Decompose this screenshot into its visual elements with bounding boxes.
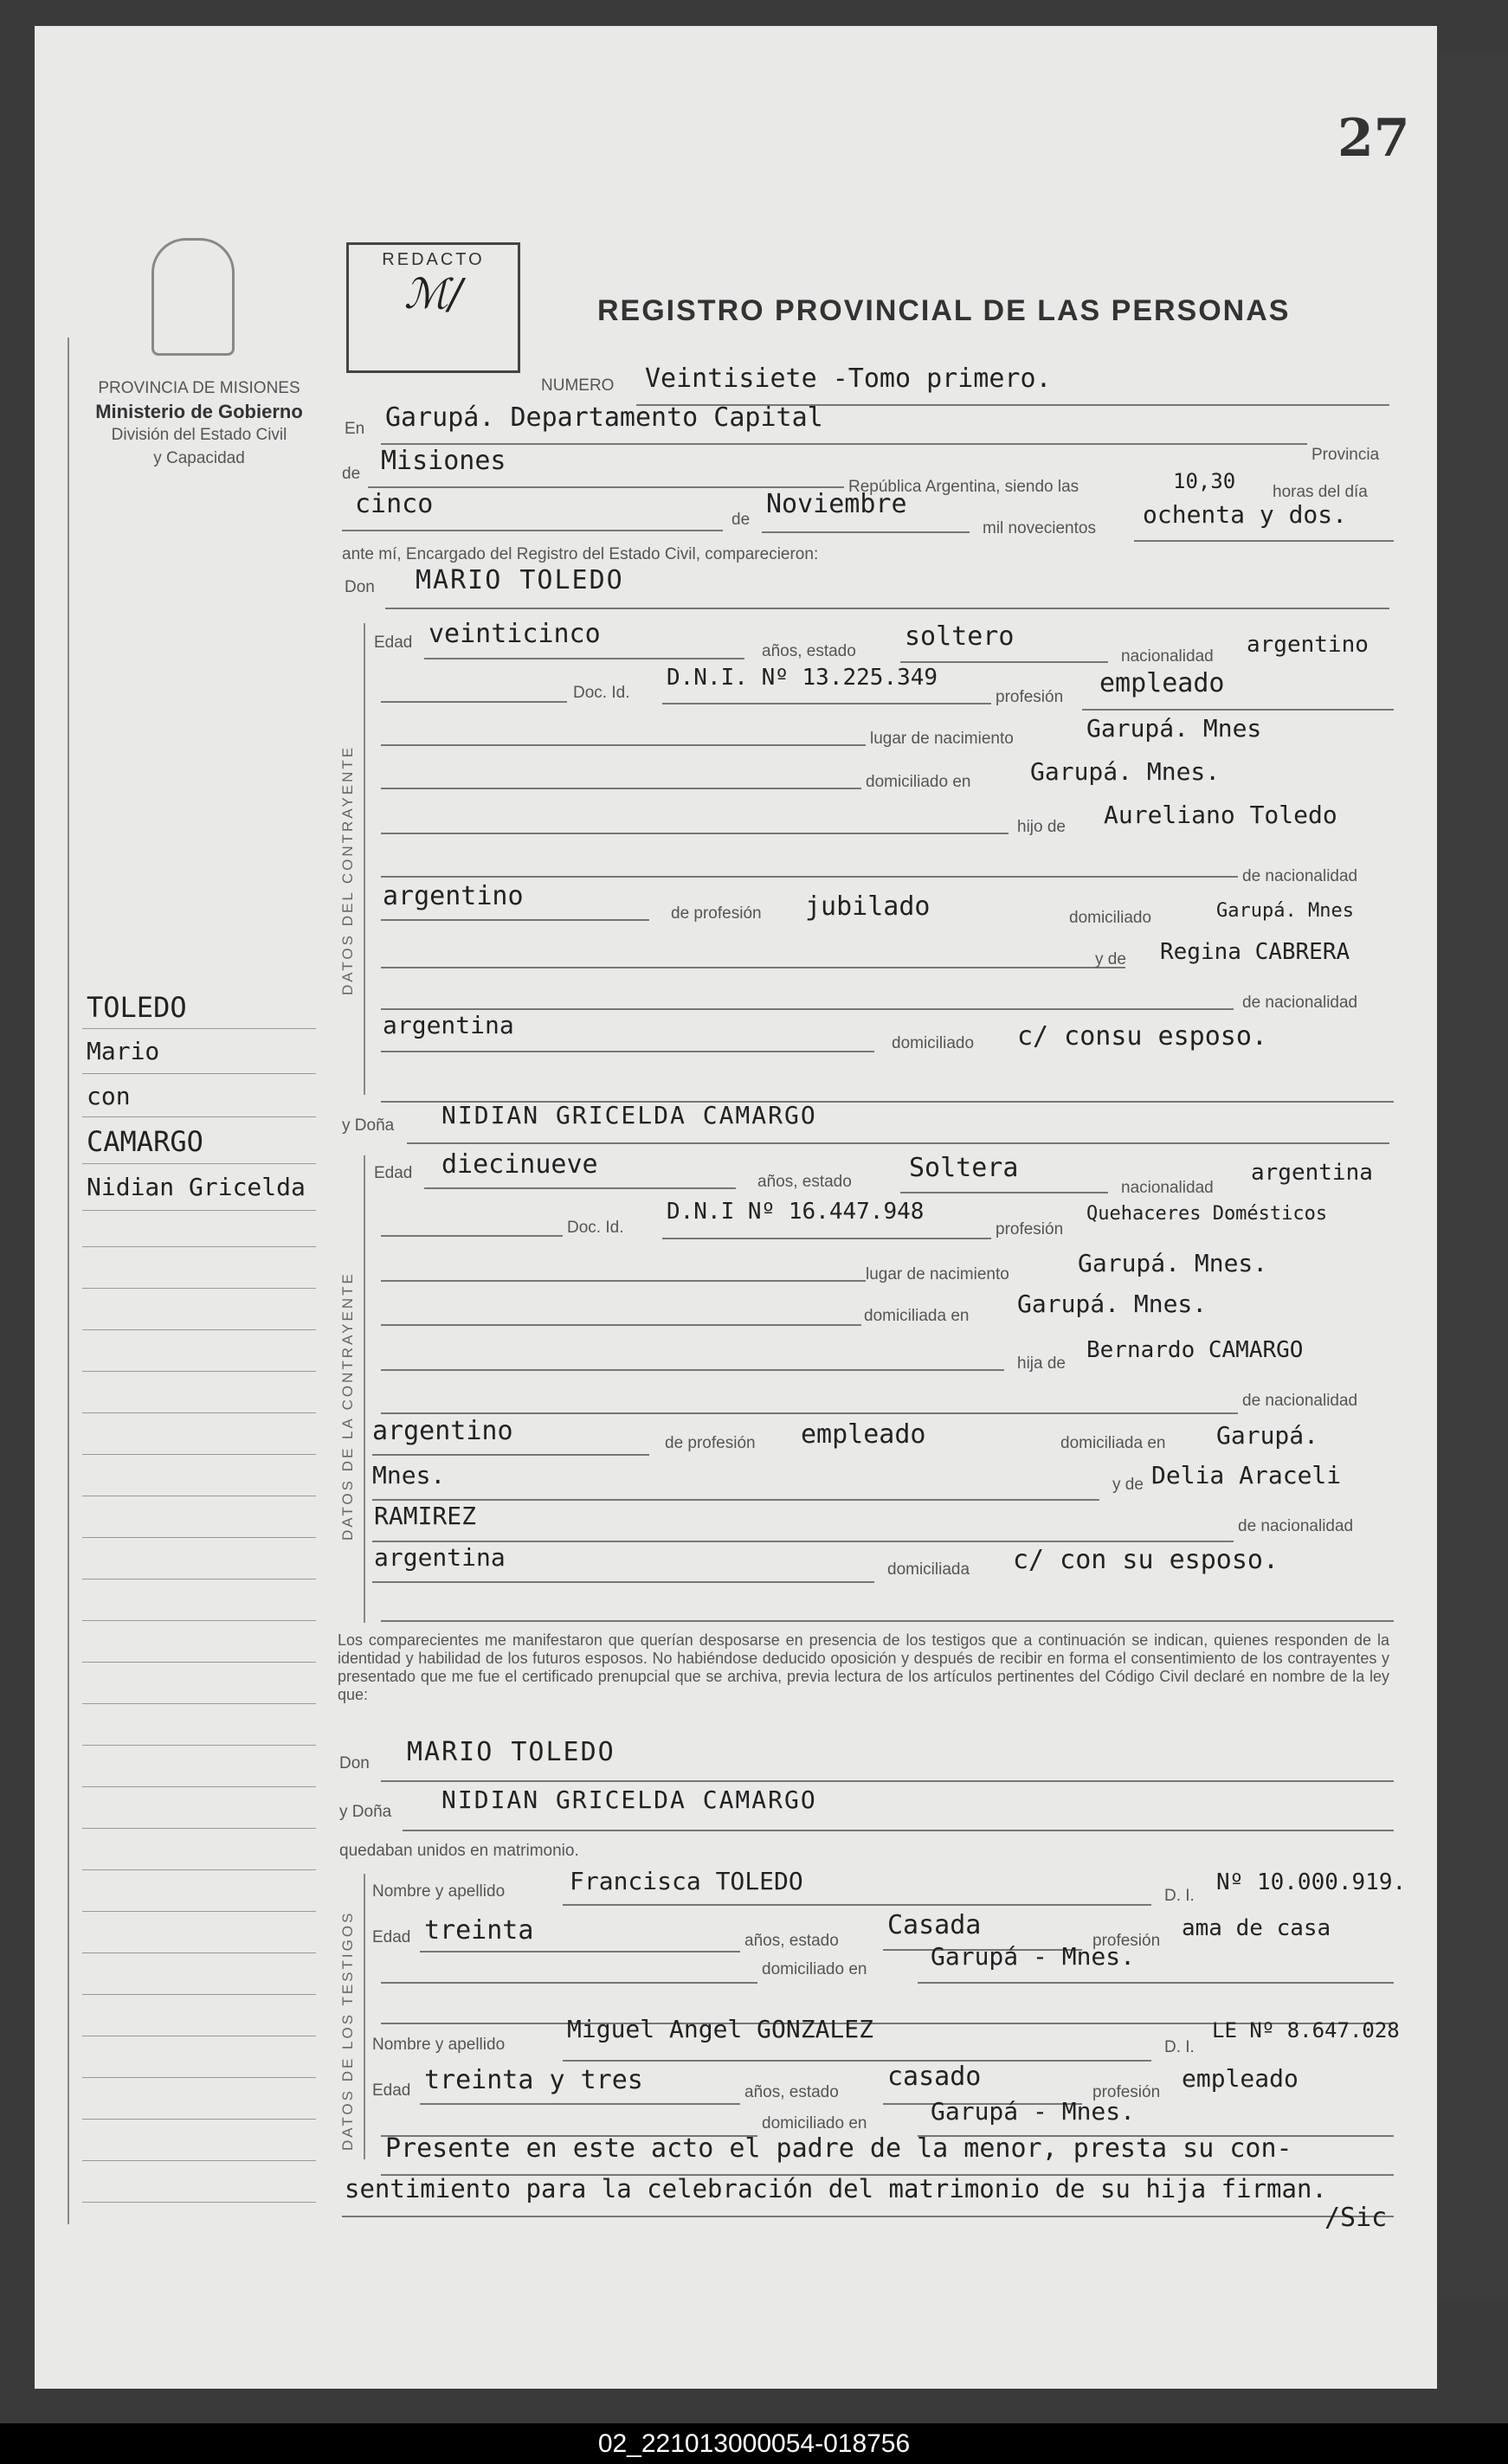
division-label: División del Estado Civil: [111, 426, 287, 444]
ano-value: ochenta y dos.: [1143, 500, 1348, 529]
blank-field: [381, 796, 1009, 834]
blank-field: [381, 708, 866, 746]
blank-field: [381, 1584, 1394, 1622]
lugar-nac-label: lugar de nacimiento: [870, 730, 1014, 748]
profesion-label-4: profesión: [1092, 2083, 1161, 2101]
de-label: de: [342, 465, 361, 483]
de-nac-label-2: de nacionalidad: [1242, 994, 1358, 1012]
estado-label-3: años, estado: [744, 1932, 839, 1950]
edad-label-2: Edad: [374, 1164, 413, 1182]
margin-rule: [82, 1786, 316, 1787]
t2-dom: Garupá - Mnes.: [931, 2097, 1136, 2126]
margin-con: con: [87, 1082, 131, 1110]
margin-rule: [82, 1371, 316, 1372]
blank-field: [381, 751, 861, 789]
margin-rule: [82, 2119, 316, 2120]
m-madre-2: RAMIREZ: [374, 1502, 477, 1530]
edad-label: Edad: [374, 634, 413, 652]
m-lugar: Garupá. Mnes.: [1078, 1249, 1268, 1277]
nombre-label: Nombre y apellido: [372, 1882, 506, 1901]
crest-icon: [151, 238, 235, 356]
margin-rule: [82, 1703, 316, 1704]
h-prof: empleado: [1099, 668, 1225, 698]
page-number: 27: [1337, 108, 1410, 169]
lugar-nac-label-2: lugar de nacimiento: [866, 1265, 1009, 1283]
h-padre-nac: argentino: [383, 881, 524, 911]
don-label-2: Don: [339, 1754, 370, 1772]
capacity-label: y Capacidad: [153, 449, 245, 467]
m-doc: D.N.I Nº 16.447.948: [667, 1199, 925, 1225]
t1-prof: ama de casa: [1182, 1915, 1331, 1941]
margin-rule: [82, 1911, 316, 1912]
m-padre-dom-2: Mnes.: [372, 1461, 446, 1489]
hija-label: hija de: [1017, 1354, 1066, 1373]
h-hijo: Aureliano Toledo: [1104, 801, 1337, 829]
provincia-label: Provincia: [1311, 446, 1380, 464]
nacionalidad-label: nacionalidad: [1121, 647, 1214, 666]
signature-icon: ℳ∕: [403, 270, 463, 318]
republica-label: República Argentina, siendo las: [848, 478, 1079, 496]
testigos-bracket: [364, 1874, 365, 2159]
domic-label: domiciliado en: [866, 773, 971, 791]
h-padre-dom: Garupá. Mnes: [1216, 900, 1354, 922]
contrayente-bracket: [364, 623, 365, 1095]
blank-field: [381, 840, 1238, 878]
m-madre-dom: c/ con su esposo.: [1013, 1545, 1279, 1575]
horas-label: horas del día: [1273, 483, 1368, 501]
numero-label: NUMERO: [541, 376, 615, 395]
t1-estado: Casada: [887, 1910, 982, 1940]
y-dona-label: y Doña: [342, 1116, 395, 1135]
edad-label-4: Edad: [372, 2081, 411, 2100]
y-dona-label-2: y Doña: [339, 1803, 392, 1821]
doc-label-2: Doc. Id.: [567, 1219, 624, 1237]
domiciliado-label-2: domiciliado: [892, 1034, 975, 1052]
m-nac: argentina: [1251, 1160, 1373, 1186]
y-de-label-2: y de: [1112, 1476, 1144, 1494]
profesion-label-2: profesión: [996, 1220, 1064, 1238]
margin-rule: [82, 1662, 316, 1663]
blank-field: [381, 1376, 1238, 1414]
h-lugar: Garupá. Mnes: [1086, 714, 1262, 743]
h-nac: argentino: [1247, 632, 1369, 658]
stamp-label: REDACTO: [382, 250, 485, 269]
de-prof-label-2: de profesión: [665, 1434, 756, 1452]
blank-field: [381, 930, 1125, 968]
quedaban-label: quedaban unidos en matrimonio.: [339, 1842, 579, 1860]
redacto-stamp: [346, 242, 520, 373]
hijo-label: hijo de: [1017, 818, 1066, 836]
don-label: Don: [345, 578, 375, 596]
profesion-label-3: profesión: [1092, 1932, 1161, 1950]
ante-mi-label: ante mí, Encargado del Registro del Estado Civil, comparecieron:: [342, 545, 819, 563]
margin-name-2: Nidian Gricelda: [87, 1173, 306, 1201]
note-1: Presente en este acto el padre de la menor, presta su con-: [385, 2133, 1292, 2164]
margin-rule: [82, 1412, 316, 1413]
margin-rule: [82, 1745, 316, 1746]
ministry-label: Ministerio de Gobierno: [95, 401, 303, 422]
di-label-2: D. I.: [1164, 2038, 1195, 2056]
margin-rule: [82, 1028, 316, 1029]
estado-label-2: años, estado: [757, 1173, 852, 1191]
margin-rule: [82, 1246, 316, 1247]
h-madre: Regina CABRERA: [1160, 939, 1350, 965]
margin-rule: [82, 1994, 316, 1995]
t1-dom: Garupá - Mnes.: [931, 1942, 1136, 1971]
t2-prof: empleado: [1182, 2064, 1299, 2093]
testigos-vlabel: DATOS DE LOS TESTIGOS: [339, 1910, 356, 2151]
h-domic: Garupá. Mnes.: [1030, 757, 1221, 786]
t1-nombre: Francisca TOLEDO: [570, 1867, 803, 1895]
t1-edad: treinta: [424, 1915, 534, 1946]
de-nac-label-3: de nacionalidad: [1242, 1392, 1358, 1410]
de-prof-label: de profesión: [671, 904, 762, 923]
m-padre-nac: argentino: [372, 1416, 513, 1446]
domiciliada-label: domiciliada en: [1060, 1434, 1166, 1452]
m-padre-prof: empleado: [801, 1419, 926, 1450]
doc-label: Doc. Id.: [573, 684, 630, 702]
blank-field: [381, 1065, 1394, 1103]
blank-field: [381, 665, 567, 703]
legal-paragraph: Los comparecientes me manifestaron que querían desposarse en presencia de los testigos que a continuación se indican, quienes responden de la identidad y habilidad de los futuros esposos. No habiéndose deducido oposición y después de recibir en forma el consentimiento de los contrayentes y presentado que me fue el certificado prenupcial que se archiva, previa lectura de los artículos pertinentes del Código Civil declaré en nombre de la ley que:: [338, 1631, 1389, 1703]
blank-field: [381, 1244, 866, 1282]
h-edad: veinticinco: [429, 619, 601, 649]
t2-estado: casado: [887, 2062, 982, 2092]
margin-rule: [82, 1620, 316, 1621]
m-domic: Garupá. Mnes.: [1017, 1290, 1208, 1318]
estado-label-4: años, estado: [744, 2083, 839, 2101]
blank-field: [372, 1463, 1099, 1501]
margin-rule: [82, 2202, 316, 2203]
blank-field: [381, 1946, 757, 1984]
de-nac-label-4: de nacionalidad: [1238, 1517, 1354, 1535]
left-header: [69, 376, 329, 470]
domiciliada-label-2: domiciliada: [887, 1560, 970, 1579]
mes-value: Noviembre: [766, 489, 907, 519]
decl-dona: NIDIAN GRICELDA CAMARGO: [441, 1785, 817, 1814]
dia-value: cinco: [355, 489, 434, 519]
t1-di: Nº 10.000.919.: [1216, 1869, 1407, 1895]
de-mes-label: de: [731, 511, 751, 529]
image-id-footer: 02_221013000054-018756: [0, 2423, 1508, 2464]
blank-field: [381, 972, 1234, 1010]
di-label: D. I.: [1164, 1887, 1195, 1905]
la-contrayente-vlabel: DATOS DE LA CONTRAYENTE: [339, 1271, 356, 1541]
blank-field: [381, 1333, 1004, 1371]
province-label: PROVINCIA DE MISIONES: [98, 379, 300, 397]
margin-divider: [68, 338, 69, 2224]
margin-rule: [82, 1537, 316, 1538]
lugar-value: Garupá. Departamento Capital: [385, 402, 823, 433]
t2-nombre: Miguel Angel GONZALEZ: [567, 2015, 874, 2043]
h-doc: D.N.I. Nº 13.225.349: [667, 665, 938, 691]
margin-surname: TOLEDO: [87, 991, 187, 1024]
margin-rule: [82, 1116, 316, 1117]
y-de-label: y de: [1095, 950, 1126, 968]
blank-field: [381, 2099, 757, 2137]
blank-field: [381, 1288, 861, 1326]
m-prof: Quehaceres Domésticos: [1086, 1203, 1328, 1225]
h-padre-prof: jubilado: [805, 891, 931, 922]
m-madre: Delia Araceli: [1151, 1461, 1342, 1489]
t2-edad: treinta y tres: [424, 2065, 643, 2095]
don-value: MARIO TOLEDO: [416, 565, 624, 595]
book-edge: [1437, 52, 1508, 2302]
la-contrayente-bracket: [364, 1155, 365, 1623]
margin-rule: [82, 2077, 316, 2078]
margin-rule: [82, 1828, 316, 1829]
decl-don: MARIO TOLEDO: [407, 1737, 615, 1767]
mil-label: mil novecientos: [983, 519, 1096, 537]
margin-rule: [82, 1073, 316, 1074]
h-madre-dom: c/ consu esposo.: [1017, 1021, 1267, 1052]
document-title: REGISTRO PROVINCIAL DE LAS PERSONAS: [597, 294, 1291, 327]
hora-value: 10,30: [1173, 469, 1236, 493]
m-edad: diecinueve: [441, 1149, 598, 1180]
margin-rule: [82, 1163, 316, 1164]
numero-value: Veintisiete -Tomo primero.: [645, 363, 1052, 394]
de-nac-label: de nacionalidad: [1242, 867, 1358, 885]
m-estado: Soltera: [909, 1153, 1019, 1183]
dona-value: NIDIAN GRICELDA CAMARGO: [441, 1101, 817, 1129]
nacionalidad-label-2: nacionalidad: [1121, 1179, 1214, 1197]
margin-rule: [82, 1210, 316, 1211]
note-2: sentimiento para la celebración del matrimonio de su hija firman.: [345, 2174, 1327, 2203]
margin-rule: [82, 1869, 316, 1870]
profesion-label: profesión: [996, 688, 1064, 706]
t2-di: LE Nº 8.647.028: [1212, 2018, 1400, 2043]
domic-label-3: domiciliado en: [762, 1960, 867, 1978]
contrayente-vlabel: DATOS DEL CONTRAYENTE: [339, 744, 356, 995]
edad-label-3: Edad: [372, 1928, 411, 1946]
en-label: En: [345, 420, 365, 438]
domic-label-2: domiciliada en: [864, 1307, 970, 1325]
margin-name: Mario: [87, 1037, 160, 1065]
blank-field: [372, 1504, 1234, 1542]
m-padre-dom: Garupá.: [1216, 1421, 1319, 1450]
margin-rule: [82, 1288, 316, 1289]
domic-label-4: domiciliado en: [762, 2114, 867, 2133]
margin-rule: [82, 1454, 316, 1455]
provincia-value: Misiones: [381, 446, 506, 476]
m-madre-nac: argentina: [374, 1543, 506, 1572]
blank-field: [381, 1199, 563, 1237]
domiciliado-label: domiciliado: [1069, 909, 1152, 927]
m-hija: Bernardo CAMARGO: [1086, 1337, 1304, 1363]
h-estado: soltero: [905, 621, 1015, 652]
nombre-label-2: Nombre y apellido: [372, 2036, 506, 2054]
estado-label: años, estado: [762, 642, 856, 660]
margin-rule: [82, 2160, 316, 2161]
note-3: /Sic: [1324, 2203, 1388, 2233]
margin-rule: [82, 1329, 316, 1330]
margin-surname-2: CAMARGO: [87, 1125, 203, 1158]
h-madre-nac: argentina: [383, 1011, 514, 1039]
